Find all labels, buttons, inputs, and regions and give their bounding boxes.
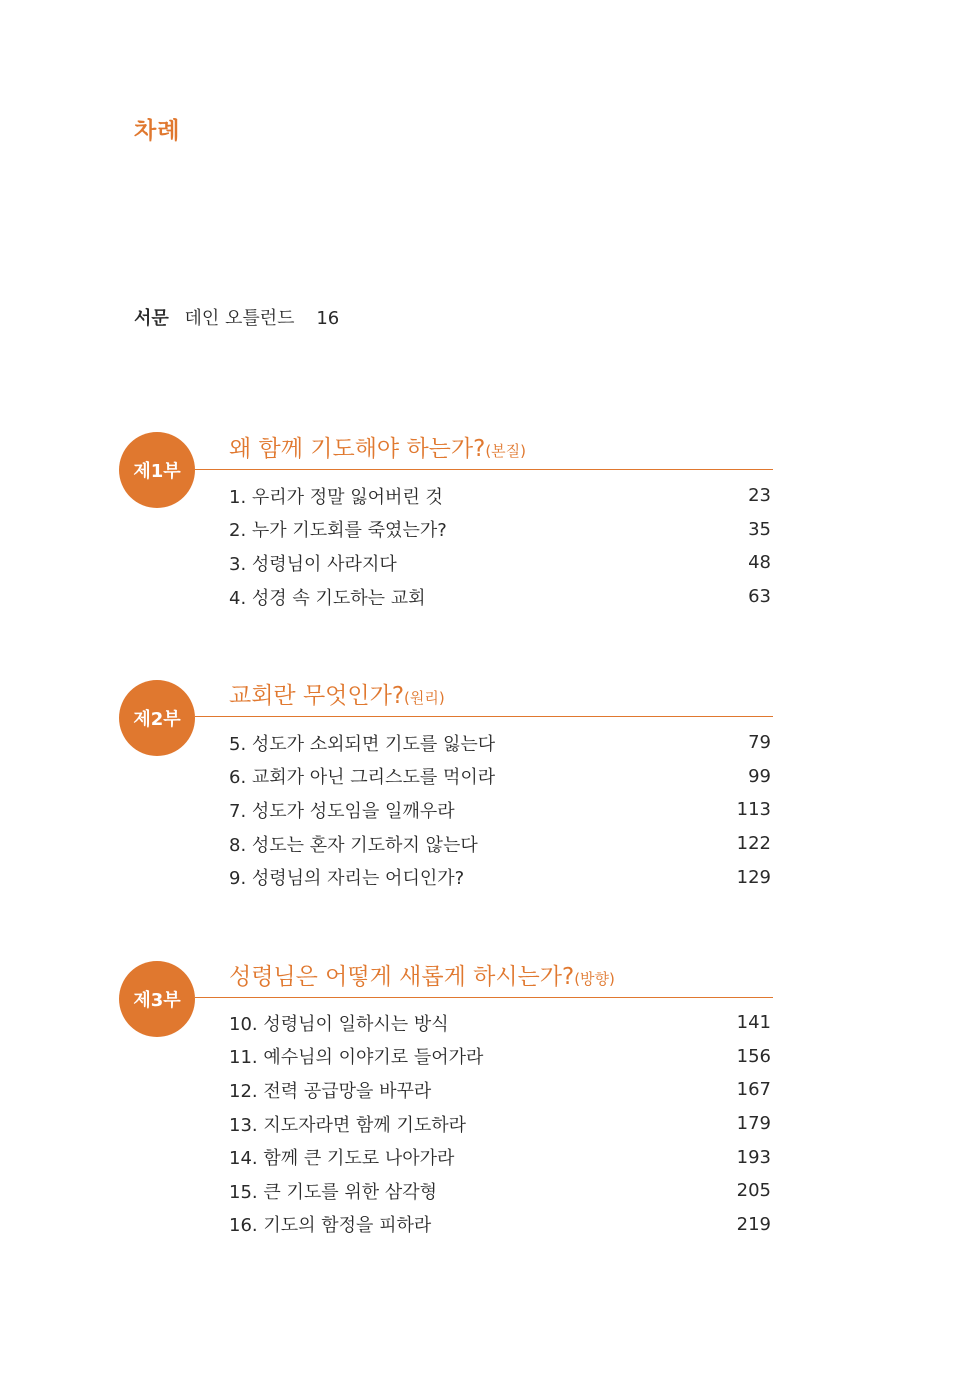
chapter-page-number: 79 [748, 732, 771, 754]
part-1-chapter-list [229, 479, 771, 613]
chapter-title: 14. 함께 큰 기도로 나아가라 [229, 1148, 455, 1170]
preface-label: 서문 [134, 308, 169, 329]
part-1-subtitle: (본질) [485, 442, 527, 460]
preface-page-number: 16 [316, 308, 340, 329]
chapter-page-number: 219 [736, 1213, 771, 1235]
chapter-entry [229, 726, 771, 760]
chapter-entry [229, 827, 771, 861]
part-2-chapter-list [229, 726, 771, 894]
part-1-title-text: 왜 함께 기도해야 하는가? [229, 436, 486, 462]
chapter-title: 4. 성경 속 기도하는 교회 [229, 587, 426, 609]
chapter-page-number: 179 [736, 1113, 771, 1135]
part-2-badge: 제2부 [119, 680, 195, 756]
chapter-entry [229, 580, 771, 614]
chapter-page-number: 193 [736, 1146, 771, 1168]
chapter-page-number: 156 [736, 1045, 771, 1067]
part-1-badge: 제1부 [119, 432, 195, 508]
preface-author: 데인 오틀런드 [184, 308, 295, 329]
chapter-title: 3. 성령님이 사라지다 [229, 553, 397, 575]
part-3-title [229, 958, 615, 991]
chapter-title: 6. 교회가 아닌 그리스도를 먹이라 [229, 767, 496, 789]
chapter-page-number: 205 [736, 1180, 771, 1202]
part-3-badge: 제3부 [119, 961, 195, 1037]
chapter-page-number: 113 [736, 799, 771, 821]
chapter-page-number: 99 [748, 765, 771, 787]
chapter-entry [229, 1073, 771, 1107]
chapter-page-number: 63 [748, 586, 771, 608]
chapter-entry [229, 760, 771, 794]
part-2-subtitle: (원리) [404, 689, 445, 707]
chapter-title: 7. 성도가 성도임을 일깨우라 [229, 800, 455, 822]
chapter-entry [229, 513, 771, 547]
chapter-page-number: 141 [736, 1012, 771, 1034]
chapter-page-number: 23 [748, 485, 771, 507]
part-2-title [229, 677, 445, 710]
part-2-rule [195, 716, 773, 717]
chapter-page-number: 122 [736, 833, 771, 855]
chapter-entry [229, 1208, 771, 1242]
part-3-subtitle: (방향) [574, 970, 615, 988]
chapter-entry [229, 479, 771, 513]
chapter-title: 13. 지도자라면 함께 기도하라 [229, 1114, 467, 1136]
chapter-title: 15. 큰 기도를 위한 삼각형 [229, 1181, 438, 1203]
chapter-page-number: 48 [748, 552, 771, 574]
chapter-title: 5. 성도가 소외되면 기도를 잃는다 [229, 733, 496, 755]
part-1-rule [195, 469, 773, 470]
chapter-page-number: 129 [736, 866, 771, 888]
part-3-chapter-list [229, 1006, 771, 1241]
part-3-rule [195, 997, 773, 998]
chapter-title: 2. 누가 기도회를 죽였는가? [229, 520, 447, 542]
chapter-entry [229, 546, 771, 580]
chapter-title: 8. 성도는 혼자 기도하지 않는다 [229, 834, 478, 856]
chapter-title: 9. 성령님의 자리는 어디인가? [229, 868, 465, 890]
page-title: 차례 [134, 118, 181, 144]
chapter-entry [229, 793, 771, 827]
part-1-title [229, 430, 526, 463]
preface-entry [134, 304, 339, 330]
chapter-entry [229, 1006, 771, 1040]
chapter-title: 16. 기도의 함정을 피하라 [229, 1215, 432, 1237]
chapter-page-number: 167 [736, 1079, 771, 1101]
chapter-title: 1. 우리가 정말 잃어버린 것 [229, 486, 443, 508]
chapter-title: 12. 전력 공급망을 바꾸라 [229, 1080, 432, 1102]
chapter-entry [229, 1140, 771, 1174]
chapter-page-number: 35 [748, 518, 771, 540]
chapter-entry [229, 860, 771, 894]
part-3-title-text: 성령님은 어떻게 새롭게 하시는가? [229, 964, 575, 990]
chapter-entry [229, 1174, 771, 1208]
chapter-entry [229, 1040, 771, 1074]
chapter-title: 11. 예수님의 이야기로 들어가라 [229, 1047, 484, 1069]
part-2-title-text: 교회란 무엇인가? [229, 683, 405, 709]
chapter-entry [229, 1107, 771, 1141]
chapter-title: 10. 성령님이 일하시는 방식 [229, 1013, 449, 1035]
